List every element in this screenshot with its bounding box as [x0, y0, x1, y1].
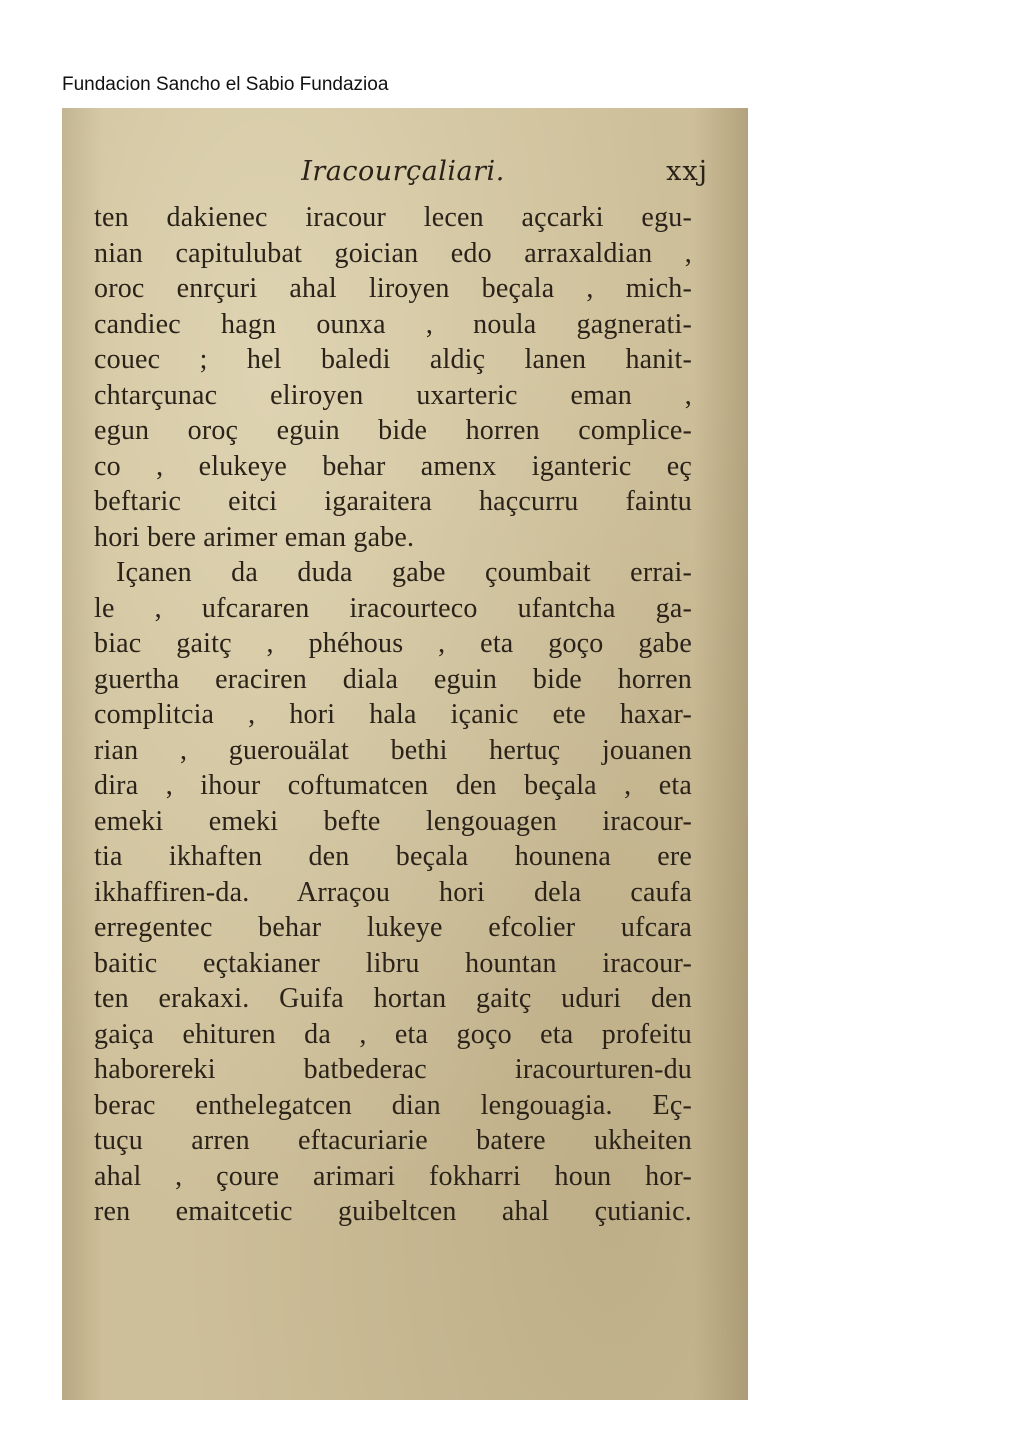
text-line: guertha eraciren diala eguin bide horren [94, 663, 692, 695]
body-text [94, 200, 692, 1230]
text-line: hori bere arimer eman gabe. [94, 521, 415, 553]
text-line: gaiça ehituren da , eta goço eta profeitu [94, 1018, 692, 1050]
folio-number: xxj [666, 156, 708, 187]
text-line: ahal , çoure arimari fokharri houn hor- [94, 1160, 692, 1192]
text-line: complitcia , hori hala içanic ete haxar- [94, 699, 692, 730]
source-watermark: Fundacion Sancho el Sabio Fundazioa [62, 74, 389, 95]
text-line: candiec hagn ounxa , noula gagnerati- [94, 308, 692, 340]
text-line: Içanen da duda gabe çoumbait errai- [116, 557, 692, 588]
text-line: co , elukeye behar amenx iganteric eç [94, 450, 692, 482]
text-line: egun oroç eguin bide horren complice- [94, 415, 692, 446]
text-line: ten dakienec iracour lecen açcarki egu- [94, 202, 692, 233]
running-head [92, 156, 714, 196]
text-line: tia ikhaften den beçala hounena ere [94, 841, 692, 872]
text-line: beftaric eitci igaraitera haçcurru faintu [94, 486, 692, 517]
text-line: baitic eçtakianer libru hountan iracour- [94, 947, 692, 979]
text-line: berac enthelegatcen dian lengouagia. Eç- [94, 1089, 692, 1121]
text-line: dira , ihour coftumatcen den beçala , eta [94, 770, 692, 801]
text-line: nian capitulubat goician edo arraxaldian , [94, 237, 692, 269]
text-line: erregentec behar lukeye efcolier ufcara [94, 912, 692, 943]
text-line: le , ufcararen iracourteco ufantcha ga- [94, 592, 692, 624]
text-line: chtarçunac eliroyen uxarteric eman , [94, 379, 692, 411]
text-line: rian , guerouälat bethi hertuç jouanen [94, 734, 692, 766]
text-line: couec ; hel baledi aldiç lanen hanit- [94, 344, 692, 375]
text-line: oroc enrçuri ahal liroyen beçala , mich- [94, 273, 692, 304]
text-line: emeki emeki befte lengouagen iracour- [94, 805, 692, 837]
text-line: biac gaitç , phéhous , eta goço gabe [94, 628, 692, 659]
scanned-page [62, 108, 748, 1400]
text-line: ikhaffiren-da. Arraçou hori dela caufa [94, 876, 692, 908]
text-line: haborereki batbederac iracourturen-du [94, 1054, 692, 1085]
text-line: ten erakaxi. Guifa hortan gaitç uduri den [94, 983, 692, 1014]
running-title: Iracourçaliari. [301, 156, 505, 187]
text-line: tuçu arren eftacuriarie batere ukheiten [94, 1125, 692, 1156]
text-line: ren emaitcetic guibeltcen ahal çutianic. [94, 1196, 692, 1227]
